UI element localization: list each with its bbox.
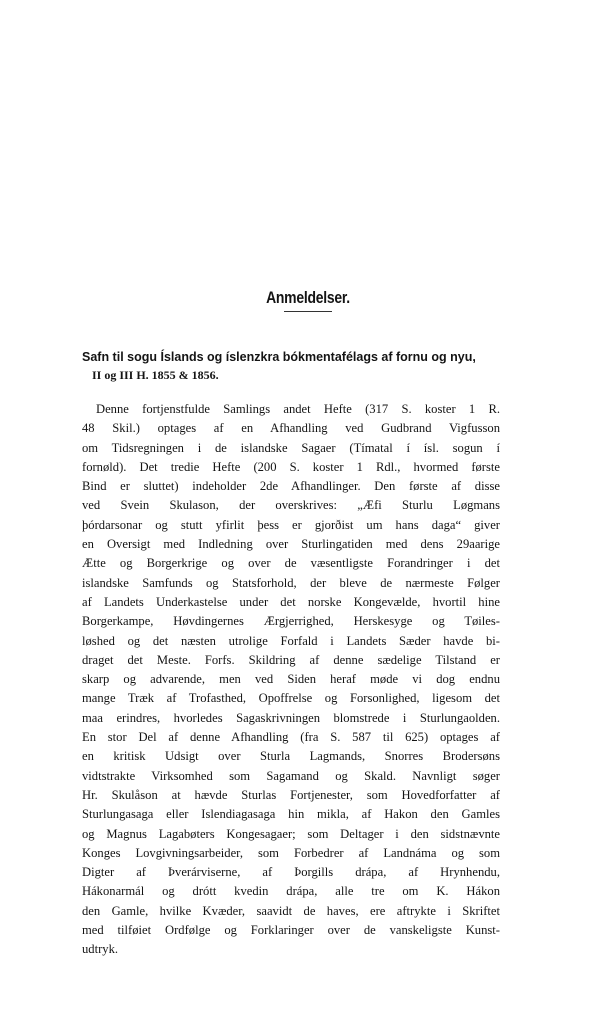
- body-line: þórdarsonar og stutt yfirlit þess er gjorðist um hans daga“ giver: [82, 517, 500, 532]
- body-line: skarp og advarende, men ved Siden heraf møde vi dog endnu: [82, 672, 500, 687]
- body-line: 48 Skil.) optages af en Afhandling ved Gudbrand Vigfusson: [82, 421, 500, 436]
- body-line: og Magnus Lagabøters Kongesagaer; som Deltager i den sidstnævnte: [82, 826, 500, 841]
- body-line: Hákonarmál og drótt kvedin drápa, alle tre om K. Hákon: [82, 884, 500, 899]
- review-title-line-1: Safn til sogu Íslands og íslenzkra bókmentafélags af fornu og nyu,: [82, 350, 476, 364]
- body-line: draget det Meste. Forfs. Skildring af denne sædelige Tilstand er: [82, 652, 500, 667]
- body-line: Ætte og Borgerkrige og over de væsentligste Forandringer i det: [82, 556, 500, 571]
- body-line: mange Træk af Trofasthed, Opoffrelse og Forsonlighed, ligesom det: [82, 691, 500, 706]
- body-line: Borgerkampe, Høvdingernes Ærgjerrighed, Herskesyge og Tøiles-: [82, 614, 500, 629]
- body-line: med tilføiet Ordfølge og Forklaringer over de vanskeligste Kunst-: [82, 923, 500, 938]
- body-line: løshed og det næsten utrolige Forfald i Landets Sæder havde bi-: [82, 633, 500, 648]
- body-line: en kritisk Udsigt over Sturla Lagmands, Snorres Brodersøns: [82, 749, 500, 764]
- body-line: En stor Del af denne Afhandling (fra S. 587 til 625) optages af: [82, 730, 500, 745]
- body-line: ved Svein Skulason, der overskrives: „Æfi Sturlu Løgmans: [82, 498, 500, 513]
- review-title: [82, 348, 502, 384]
- review-title-line-2: II og III H. 1855 & 1856.: [92, 368, 219, 382]
- body-line: Sturlungasaga eller Islendiagasaga hin mikla, af Hakon den Gamles: [82, 807, 500, 822]
- body-line: en Oversigt med Indledning over Sturlingatiden med dens 29aarige: [82, 537, 500, 552]
- body-line: islandske Samfunds og Statsforhold, der bleve de nærmeste Følger: [82, 575, 500, 590]
- body-line: Denne fortjenstfulde Samlings andet Hefte (317 S. koster 1 R.: [96, 402, 500, 416]
- body-line: udtryk.: [82, 942, 119, 957]
- body-line: maa erindres, hvorledes Sagaskrivningen blomstrede i Sturlungaolden.: [82, 710, 500, 725]
- body-line: Bind er sluttet) indeholder 2de Afhandlinger. Den første af disse: [82, 479, 500, 494]
- body-line: af Landets Underkastelse under det norske Kongevælde, hvortil hine: [82, 594, 500, 609]
- body-line: vidtstrakte Virksomhed som Sagamand og Skald. Navnligt søger: [82, 768, 500, 783]
- body-line: fornøld). Det tredie Hefte (200 S. koster 1 Rdl., hvormed første: [82, 459, 500, 474]
- body-line: om Tidsregningen i de islandske Sagaer (Tímatal í ísl. sogun í: [82, 440, 500, 455]
- section-heading: Anmeldelser.: [266, 288, 350, 307]
- heading-underline: [284, 311, 332, 312]
- body-line: Digter af Þverárviserne, af Þorgills drápa, af Hrynhendu,: [82, 865, 500, 880]
- body-line: den Gamle, hvilke Kvæder, saavidt de haves, ere aftrykte i Skriftet: [82, 903, 500, 918]
- body-line: Konges Lovgivningsarbeider, som Forbedrer af Landnáma og som: [82, 845, 500, 860]
- body-line: Hr. Skulåson at hævde Sturlas Fortjenester, som Hovedforfatter af: [82, 787, 500, 802]
- review-body: [82, 400, 500, 960]
